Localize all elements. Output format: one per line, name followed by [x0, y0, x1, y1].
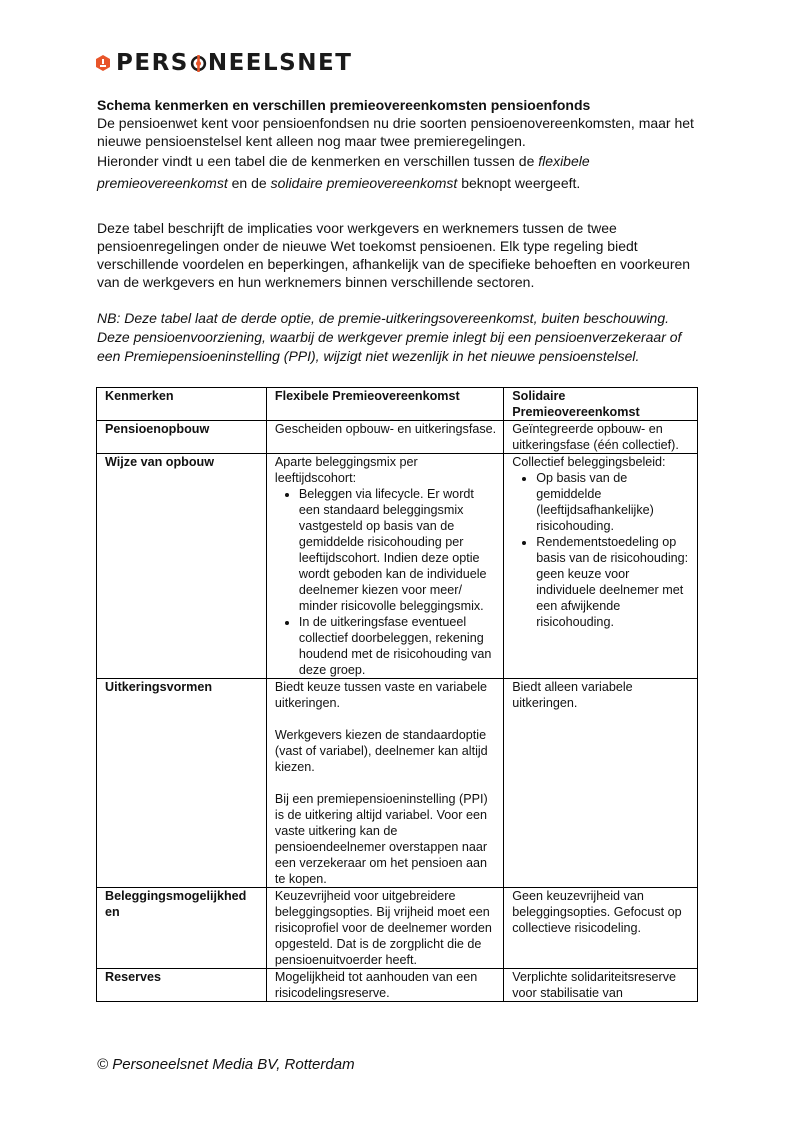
brand-badge-icon	[96, 55, 110, 71]
table-row	[97, 454, 698, 679]
row-label-uitkeringsvormen: Uitkeringsvormen	[97, 679, 267, 888]
cell-paragraph: Biedt keuze tussen vaste en variabele uitkeringen.	[274, 680, 488, 710]
header-flexibele: Flexibele Premieovereenkomst	[266, 388, 503, 421]
logo-o-target-icon	[190, 55, 207, 72]
cell-paragraph: Werkgevers kiezen de standaardoptie (vast of variabel), deelnemer kan altijd kiezen.	[274, 728, 488, 774]
cell-sol-wijze	[504, 454, 698, 679]
note-paragraph: NB: Deze tabel laat de derde optie, de premie-uitkeringsovereenkomst, buiten beschouwing. Deze pensioenvoorziening, waarbij de werkgever premie inlegt bij een pensioenverzekeraar of een Premiepensioeninstelling (PPI), wijzigt niet wezenlijk in het nieuwe pensioenstelsel.	[97, 310, 682, 364]
cell-sol-reserves: Verplichte solidariteitsreserve voor stabilisatie van	[504, 969, 698, 1002]
cell-sol-opbouw: Geïntegreerde opbouw- en uitkeringsfase (één collectief).	[504, 421, 698, 454]
row-label-wijze-van-opbouw: Wijze van opbouw	[97, 454, 267, 679]
cell-flex-reserves: Mogelijkheid tot aanhouden van een risicodelingsreserve.	[266, 969, 503, 1002]
list-item: • In de uitkeringsfase eventueel collectief doorbeleggen, rekening houdend met de risicohouding van deze groep.	[299, 614, 496, 678]
intro-paragraph: De pensioenwet kent voor pensioenfondsen nu drie soorten pensioenovereenkomsten, maar het nieuwe pensioenstelsel kent alleen nog maar twee premieregelingen.	[97, 115, 694, 149]
personeelsnet-logo	[96, 50, 352, 76]
intro-table-description: Hieronder vindt u een tabel die de kenmerken en verschillen tussen de flexibele premieovereenkomst en de solidaire premieovereenkomst beknopt weergeeft.	[97, 153, 590, 191]
table-row	[97, 969, 698, 1002]
footer-copyright: © Personeelsnet Media BV, Rotterdam	[97, 1056, 355, 1073]
cell-sol-beleggen: Geen keuzevrijheid van beleggingsopties. Gefocust op collectieve risicodeling.	[504, 888, 698, 969]
cell-flex-uitkering	[266, 679, 503, 888]
row-label-pensioenopbouw: Pensioenopbouw	[97, 421, 267, 454]
list-item: • Beleggen via lifecycle. Er wordt een standaard beleggingsmix vastgesteld op basis van de gemiddelde risicohouding per leeftijdscohort. Indien deze optie wordt geboden kan de individuele deelnemer kiezen voor meer/ minder risicovolle beleggingsmix.	[299, 486, 496, 614]
table-row	[97, 679, 698, 888]
term-solidaire: solidaire premieovereenkomst	[270, 175, 458, 191]
row-label-beleggingsmogelijkheden: Beleggingsmogelijkhed en	[97, 888, 267, 969]
cell-flex-opbouw: Gescheiden opbouw- en uitkeringsfase.	[266, 421, 503, 454]
logo-text-end: NEELSNET	[207, 49, 353, 76]
bullet-list	[512, 470, 690, 630]
cell-paragraph: Bij een premiepensioeninstelling (PPI) is de uitkering altijd variabel. Voor een vaste uitkering kan de pensioendeelnemer overstappen naar een verzekeraar om het pensioen aan te kopen.	[274, 792, 488, 886]
bullet-list	[275, 486, 496, 678]
list-item: • Op basis van de gemiddelde (leeftijdsafhankelijke) risicohouding.	[536, 470, 690, 534]
row-label-reserves: Reserves	[97, 969, 267, 1002]
cell-flex-beleggen: Keuzevrijheid voor uitgebreidere beleggingsopties. Bij vrijheid moet een risicoprofiel voor de deelnemer worden opgesteld. Dat is de zorgplicht die de pensioenuitvoerder heeft.	[266, 888, 503, 969]
cell-intro: Collectief beleggingsbeleid:	[512, 455, 666, 469]
header-solidaire: Solidaire Premieovereenkomst	[504, 388, 698, 421]
implications-paragraph: Deze tabel beschrijft de implicaties voor werkgevers en werknemers tussen de twee pensioenregelingen onder de nieuwe Wet toekomst pensioenen. Elk type regeling biedt verschillende voordelen en beperkingen, afhankelijk van de specifieke behoeften en voorkeuren van de werkgevers en hun werknemers binnen verschillende sectoren.	[97, 220, 691, 290]
comparison-table	[96, 387, 698, 1002]
cell-sol-uitkering: Biedt alleen variabele uitkeringen.	[504, 679, 698, 888]
logo-text-start: PERS	[116, 49, 189, 76]
document-body	[97, 96, 702, 366]
cell-intro: Aparte beleggingsmix per leeftijdscohort:	[274, 455, 418, 485]
cell-flex-wijze	[266, 454, 503, 679]
page-title: Schema kenmerken en verschillen premieovereenkomsten pensioenfonds	[97, 97, 591, 113]
term-flexibele: flexibele premieovereenkomst	[97, 153, 590, 191]
table-header-row	[97, 388, 698, 421]
table-row	[97, 421, 698, 454]
header-kenmerken: Kenmerken	[97, 388, 267, 421]
table-row	[97, 888, 698, 969]
list-item: • Rendementstoedeling op basis van de risicohouding: geen keuze voor individuele deelnemer met een afwijkende risicohouding.	[536, 534, 690, 630]
